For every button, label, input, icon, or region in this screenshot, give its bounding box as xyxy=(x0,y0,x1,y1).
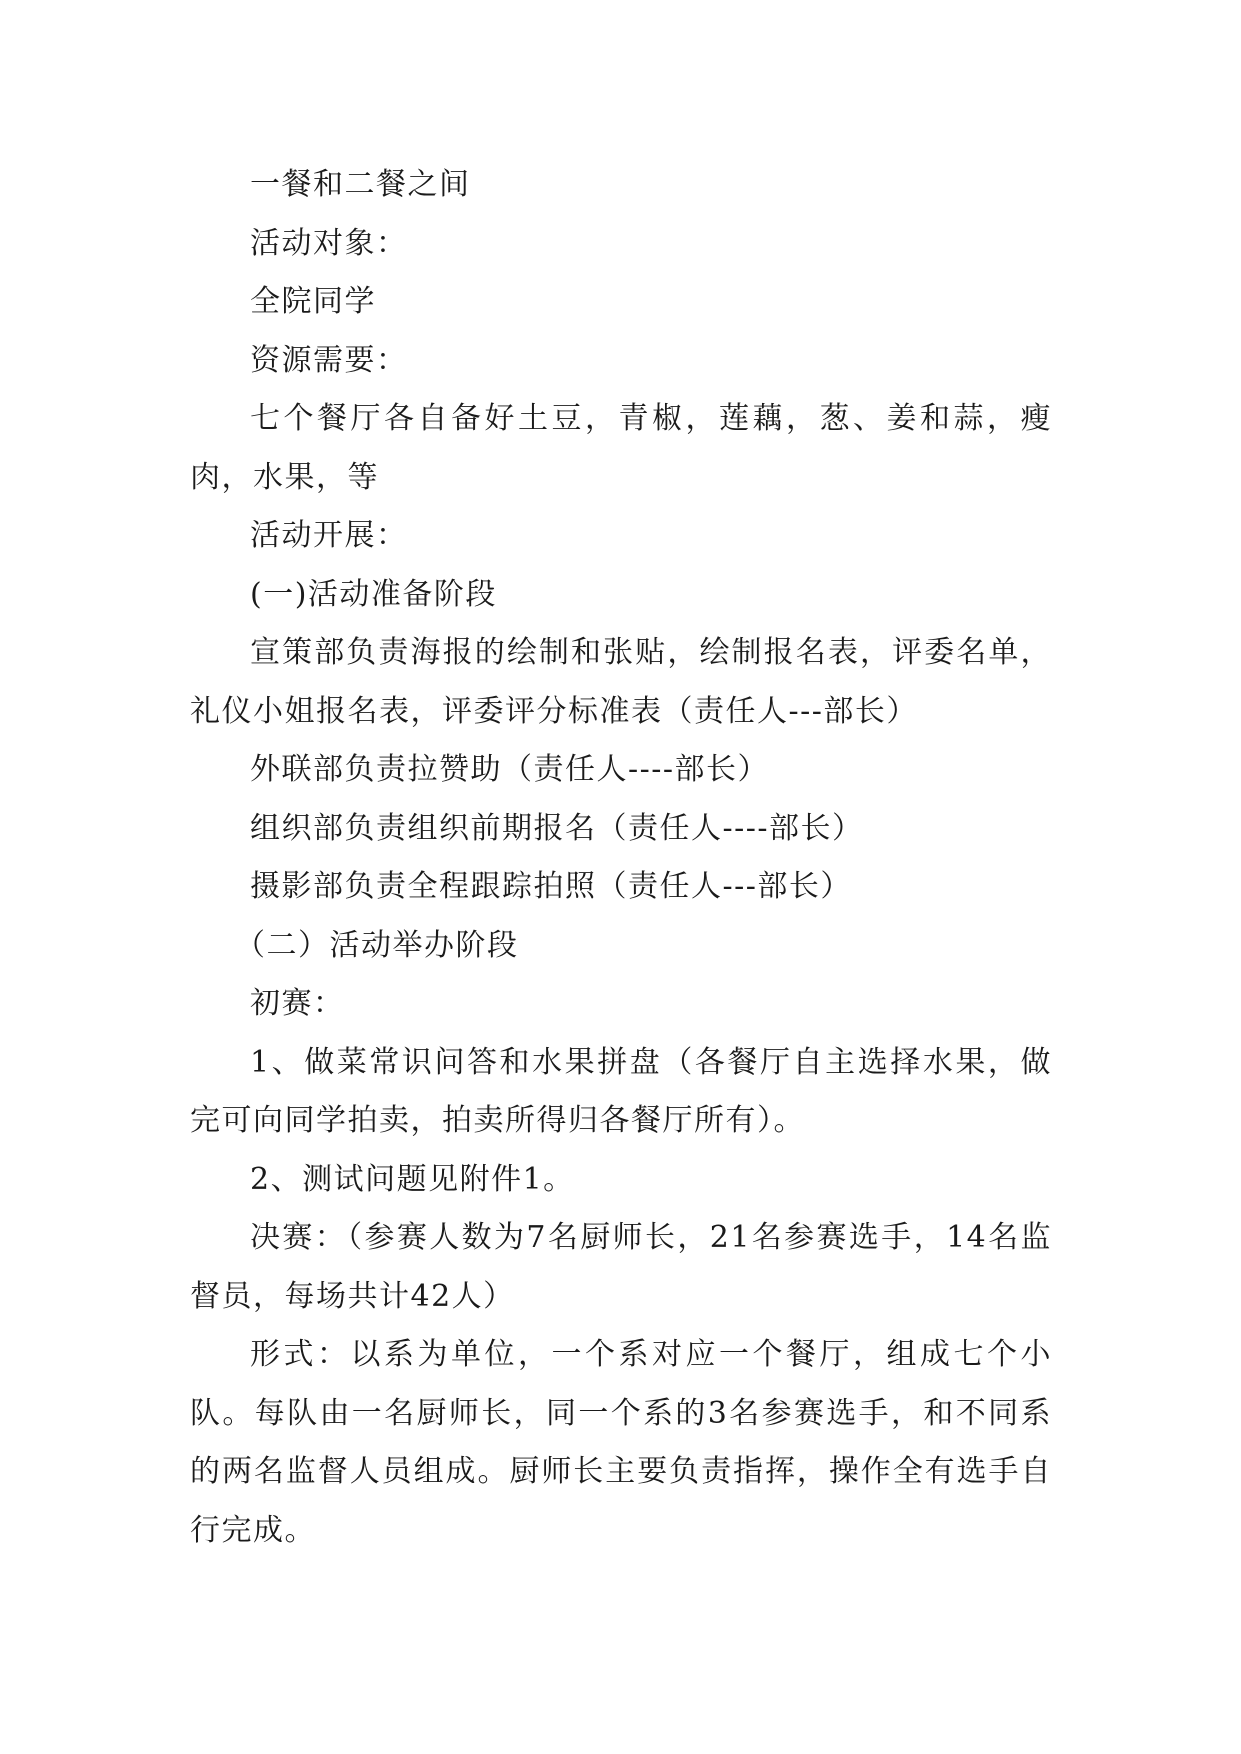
paragraph-target-heading: 活动对象： xyxy=(250,225,408,261)
paragraph-target: 全院同学 xyxy=(250,284,376,319)
paragraph-activity-heading: 活动开展： xyxy=(250,518,408,553)
paragraph-preliminary-heading: 初赛： xyxy=(250,986,345,1021)
paragraph-time: 一餐和二餐之间 xyxy=(250,167,471,202)
paragraph-format: 形式：以系为单位，一个系对应一个餐厅，组成七个小队。每队由一名厨师长，同一个系的3名参赛选手，和不同系的两名监督人员组成。厨师长主要负责指挥，操作全有选手自行完成。 xyxy=(190,1337,1052,1548)
paragraph-publicity-dept: 宣策部负责海报的绘制和张贴，绘制报名表，评委名单，礼仪小姐报名表，评委评分标准表（责任人---部长） xyxy=(190,635,1052,729)
paragraph-preliminary-item-1: 1、做菜常识问答和水果拼盘（各餐厅自主选择水果，做完可向同学拍卖，拍卖所得归各餐厅所有）。 xyxy=(190,1044,1052,1138)
paragraph-preliminary-item-2: 2、测试问题见附件1。 xyxy=(250,1161,575,1197)
paragraph-photography-dept: 摄影部负责全程跟踪拍照（责任人---部长） xyxy=(250,869,852,904)
paragraph-resources: 七个餐厅各自备好土豆，青椒，莲藕，葱、姜和蒜，瘦肉，水果，等 xyxy=(190,401,1052,495)
paragraph-stage-one-heading: (一)活动准备阶段 xyxy=(250,576,497,612)
document-body xyxy=(190,156,1052,1560)
paragraph-liaison-dept: 外联部负责拉赞助（责任人----部长） xyxy=(250,752,770,787)
paragraph-final: 决赛：（参赛人数为7名厨师长，21名参赛选手，14名监督员，每场共计42人） xyxy=(190,1220,1052,1314)
paragraph-stage-two-heading: （二）活动举办阶段 xyxy=(235,927,519,963)
paragraph-resources-heading: 资源需要： xyxy=(250,342,408,378)
paragraph-organization-dept: 组织部负责组织前期报名（责任人----部长） xyxy=(250,810,864,846)
